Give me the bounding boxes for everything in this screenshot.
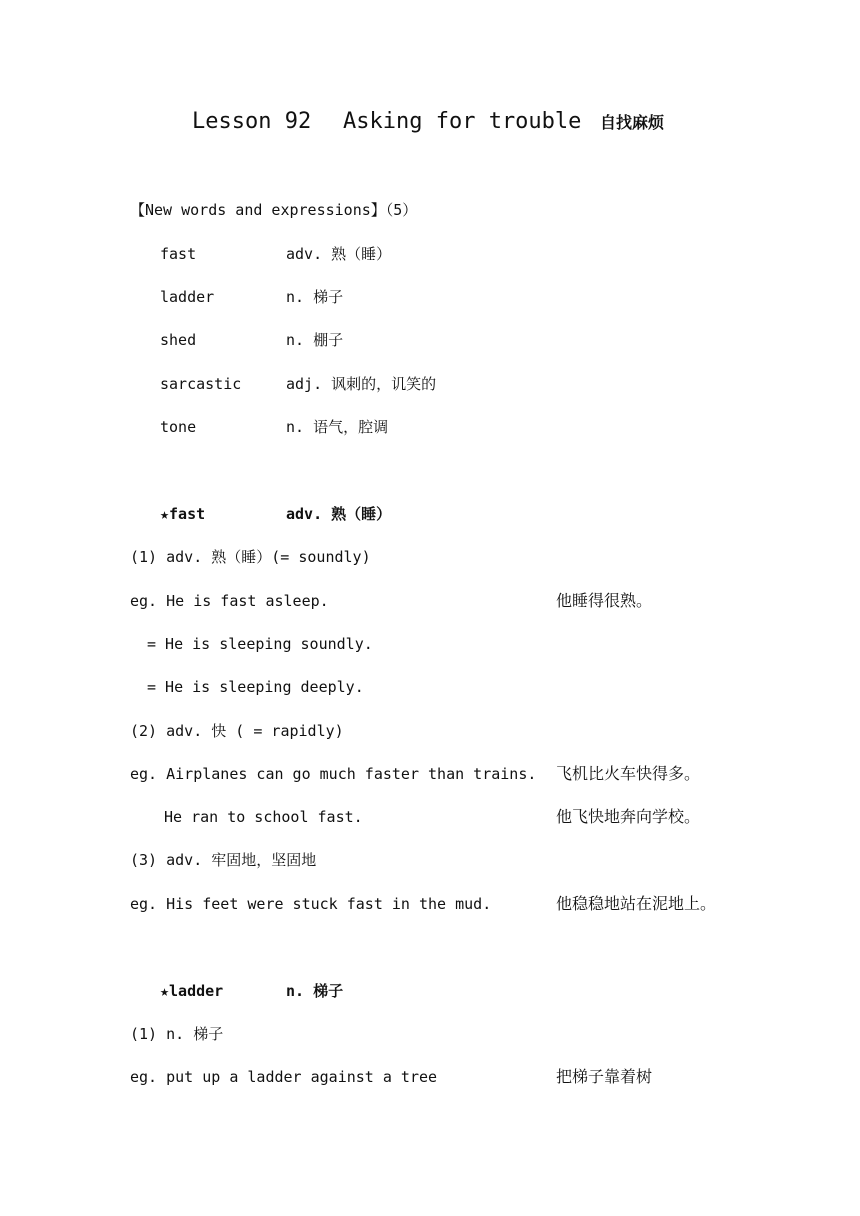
example-sentence: eg. His feet were stuck fast in the mud. [130, 895, 492, 913]
vocab-word: ladder [160, 288, 215, 306]
sense-line: (1) adv. 熟（睡）(= soundly) [130, 548, 371, 566]
example-sentence: = He is sleeping soundly. [147, 635, 373, 653]
vocab-definition: n. 棚子 [286, 331, 344, 349]
example-sentence: eg. Airplanes can go much faster than trains. [130, 765, 537, 783]
lesson-number: Lesson 92 [192, 109, 312, 134]
example-sentence: eg. He is fast asleep. [130, 592, 329, 610]
entry-head-definition: n. 梯子 [286, 982, 344, 1000]
example-translation: 把梯子靠着树 [556, 1067, 653, 1086]
example-sentence: He ran to school fast. [164, 808, 363, 826]
example-translation: 他飞快地奔向学校。 [556, 807, 701, 826]
lesson-title-chinese: 自找麻烦 [600, 113, 665, 132]
example-translation: 他睡得很熟。 [556, 591, 653, 610]
vocab-definition: adv. 熟（睡） [286, 245, 392, 263]
example-sentence: = He is sleeping deeply. [147, 678, 364, 696]
vocab-definition: n. 梯子 [286, 288, 344, 306]
entry-headword: ★ladder [160, 982, 224, 1000]
entry-headword: ★fast [160, 505, 206, 523]
vocab-heading: 【New words and expressions】（5） [130, 201, 418, 219]
entry-head-definition: adv. 熟（睡） [286, 505, 392, 523]
example-sentence: eg. put up a ladder against a tree [130, 1068, 438, 1086]
vocab-word: shed [160, 331, 197, 349]
example-translation: 他稳稳地站在泥地上。 [556, 894, 717, 913]
vocab-word: fast [160, 245, 197, 263]
vocab-word: sarcastic [160, 375, 242, 393]
sense-line: (3) adv. 牢固地，坚固地 [130, 851, 317, 869]
example-translation: 飞机比火车快得多。 [556, 764, 701, 783]
vocab-word: tone [160, 418, 197, 436]
lesson-title: Asking for trouble [343, 109, 582, 134]
sense-line: (1) n. 梯子 [130, 1025, 224, 1043]
vocab-definition: adj. 讽刺的，讥笑的 [286, 375, 437, 393]
vocab-definition: n. 语气，腔调 [286, 418, 389, 436]
sense-line: (2) adv. 快 ( = rapidly) [130, 722, 344, 740]
